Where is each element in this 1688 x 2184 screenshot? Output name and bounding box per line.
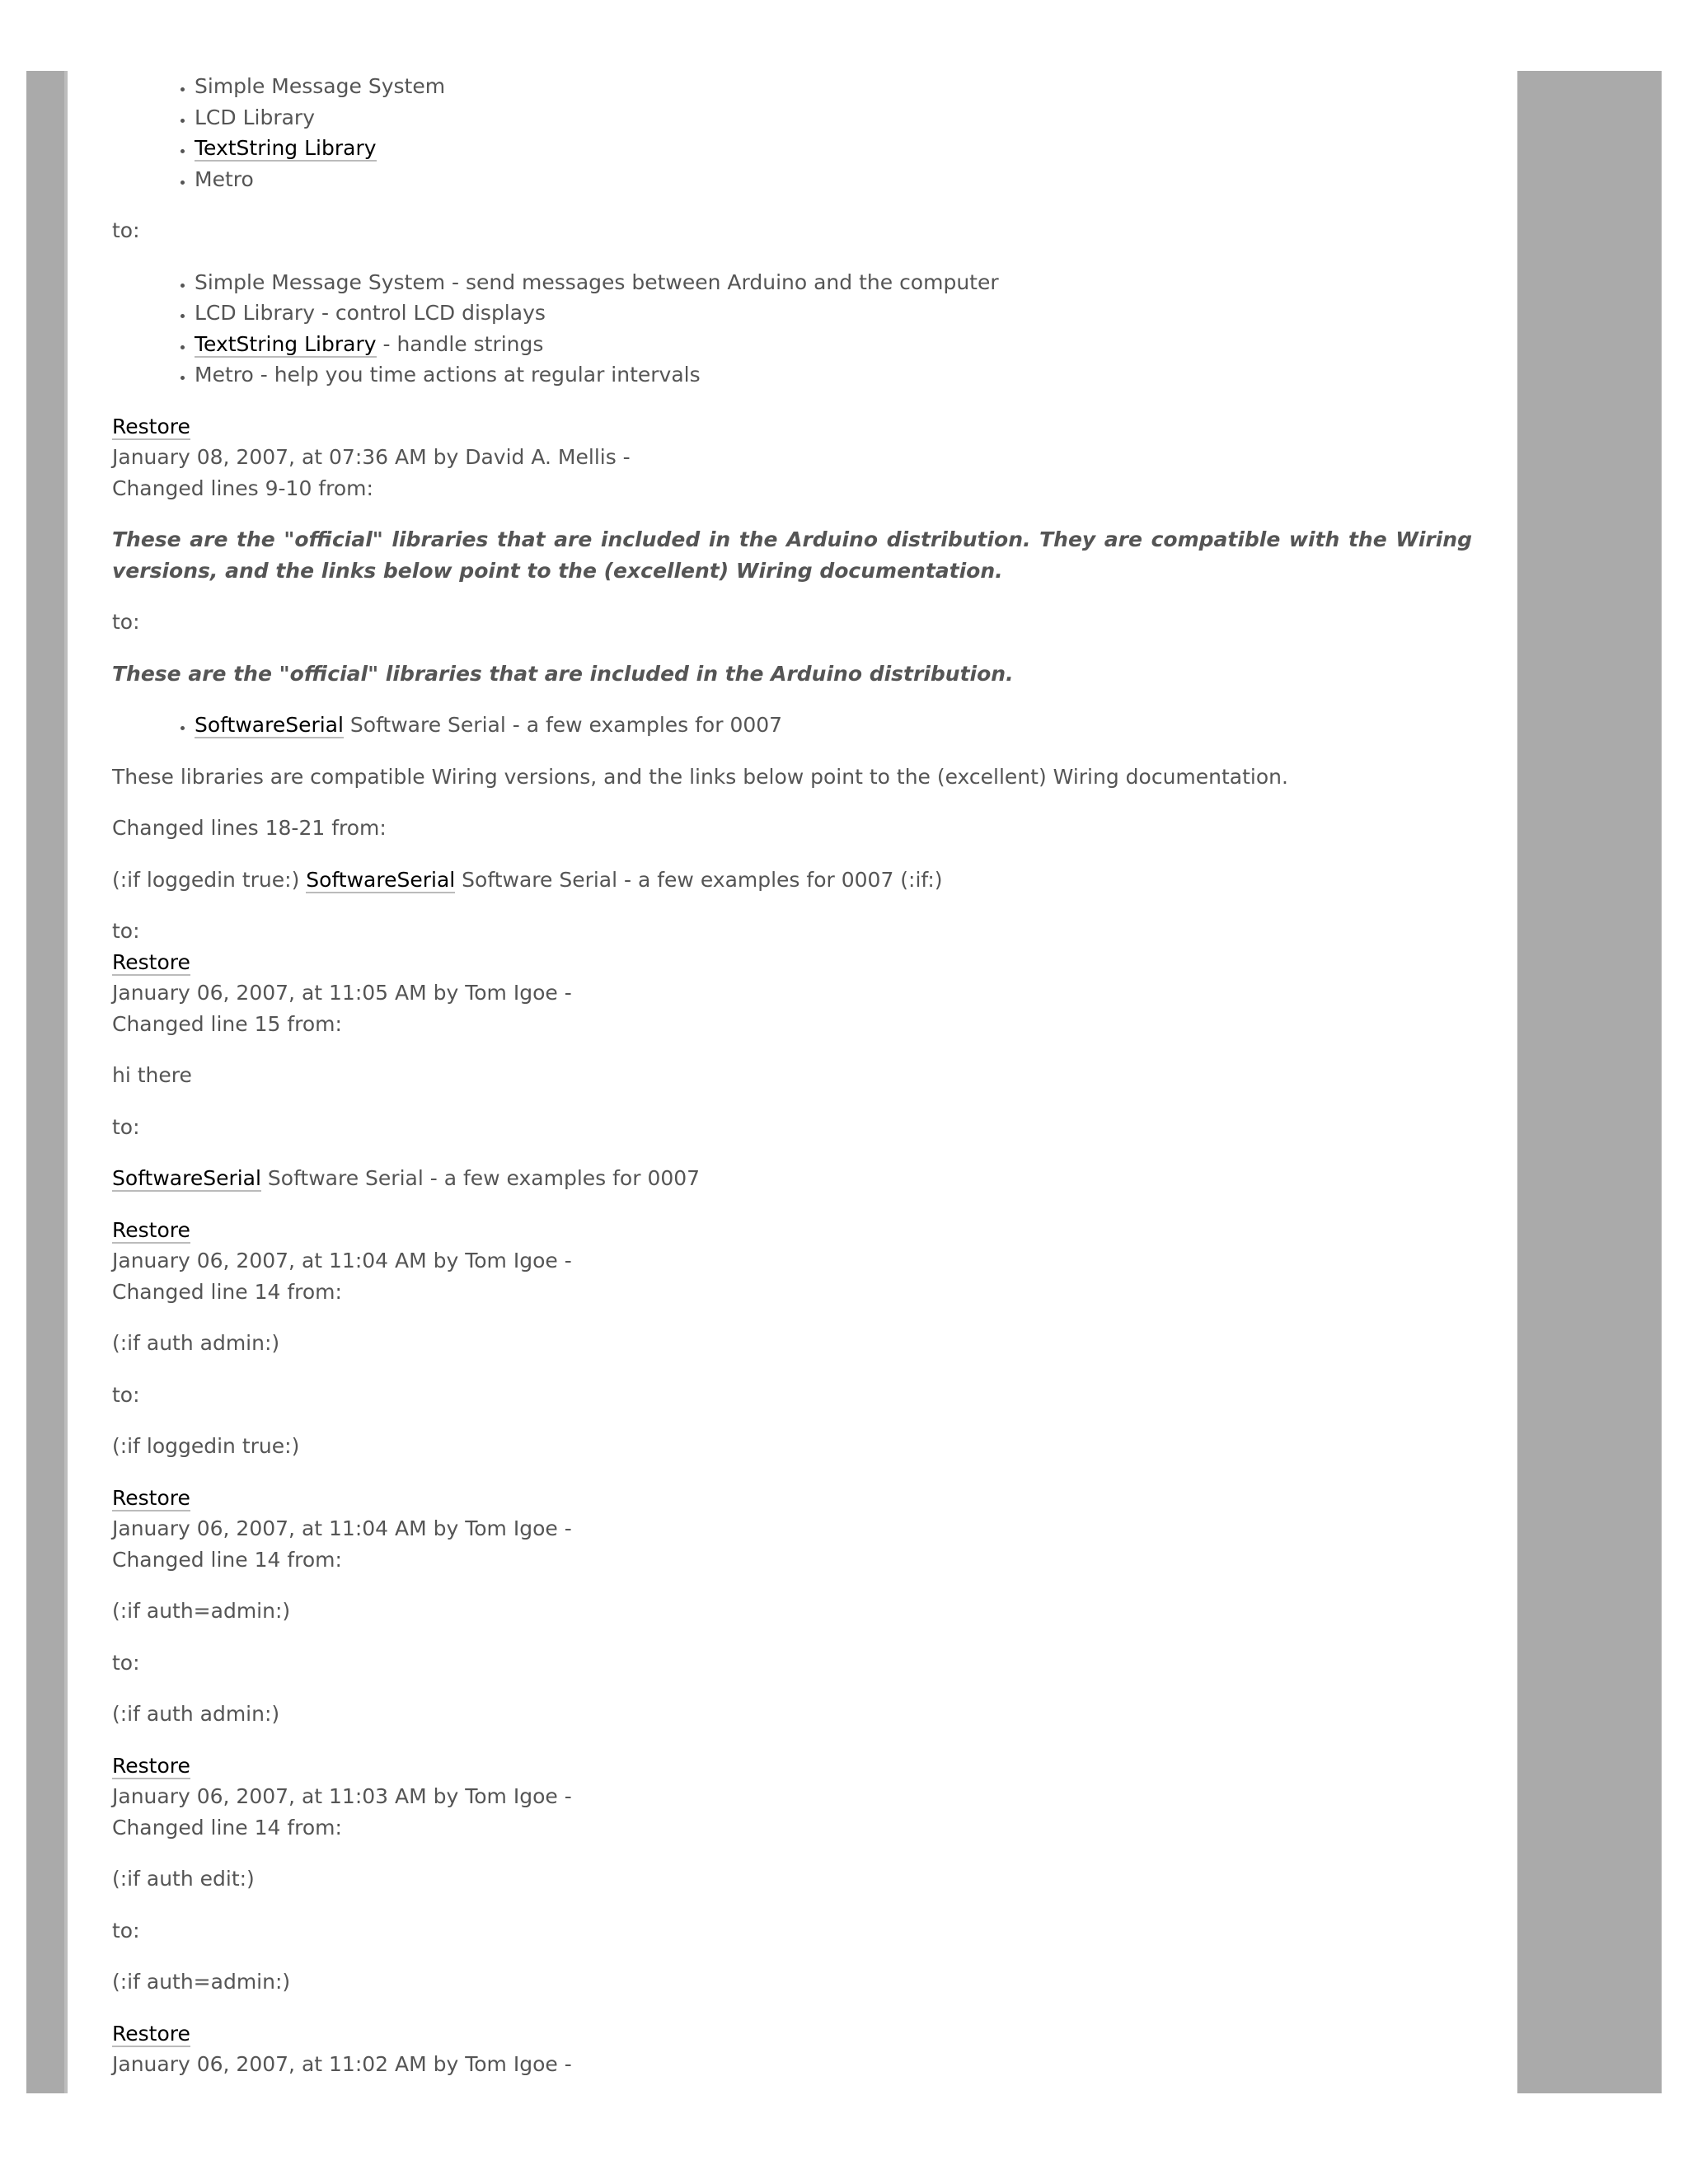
to-label: to: xyxy=(112,1114,140,1139)
list-item: • LCD Library xyxy=(195,102,1472,134)
diff-from-text: (:if auth admin:) xyxy=(112,1331,280,1355)
revision-meta: January 06, 2007, at 11:03 AM by Tom Igoe - xyxy=(112,1784,572,1808)
revision-restore xyxy=(112,1483,1472,1514)
right-margin-bar xyxy=(1517,71,1662,2093)
revision-changed-lines: Changed line 14 from: xyxy=(112,1547,342,1572)
restore-link[interactable]: Restore xyxy=(112,2021,190,2046)
page xyxy=(26,71,1662,2093)
diff-from-text: These are the "official" libraries that are included in the Arduino distribution. They are compatible with the Wiring versions, and the links below point to the (excellent) Wiring documentation. xyxy=(112,527,1472,583)
libraries-list-before xyxy=(112,71,1472,194)
list-item: • Metro xyxy=(195,164,1472,195)
revision-meta: January 08, 2007, at 07:36 AM by David A. Mellis - xyxy=(112,445,631,469)
restore-link[interactable]: Restore xyxy=(112,949,190,974)
diff-to-text: These libraries are compatible Wiring versions, and the links below point to the (excellent) Wiring documentation. xyxy=(112,764,1288,789)
revision-restore xyxy=(112,1215,1472,1246)
list-item: • SoftwareSerial Software Serial - a few examples for 0007 xyxy=(195,710,1472,741)
diff-from-text: (:if loggedin true:) SoftwareSerial Software Serial - a few examples for 0007 (:if:) xyxy=(112,867,943,892)
diff-to-text: (:if auth=admin:) xyxy=(112,1970,291,1994)
list-item xyxy=(195,133,1472,164)
revision-restore xyxy=(112,947,1472,978)
left-margin-bar xyxy=(26,71,68,2093)
to-label: to: xyxy=(112,1650,140,1675)
list-item: • Metro - help you time actions at regular intervals xyxy=(195,359,1472,391)
libraries-list-after xyxy=(112,267,1472,391)
list-item: • TextString Library - handle strings xyxy=(195,329,1472,360)
revision-restore xyxy=(112,2018,1472,2050)
diff-to-text: (:if loggedin true:) xyxy=(112,1434,300,1458)
diff-to-list xyxy=(112,710,1472,741)
diff-to-text: (:if auth admin:) xyxy=(112,1702,280,1726)
to-label: to: xyxy=(112,1382,140,1407)
restore-link[interactable]: Restore xyxy=(112,1753,190,1778)
diff-to-text: SoftwareSerial Software Serial - a few examples for 0007 xyxy=(112,1166,701,1190)
revision-meta: January 06, 2007, at 11:02 AM by Tom Igoe - xyxy=(112,2052,572,2076)
revision-meta: January 06, 2007, at 11:04 AM by Tom Igoe - xyxy=(112,1516,572,1540)
to-label: to: xyxy=(112,1918,140,1943)
softwareserial-link[interactable]: SoftwareSerial xyxy=(195,713,344,737)
restore-link[interactable]: Restore xyxy=(112,1217,190,1242)
diff-from-text: (:if auth=admin:) xyxy=(112,1599,291,1623)
revision-meta: January 06, 2007, at 11:05 AM by Tom Igoe - xyxy=(112,981,572,1005)
to-label: to: xyxy=(112,610,140,634)
revision-changed-lines: Changed line 14 from: xyxy=(112,1815,342,1840)
list-item: • LCD Library - control LCD displays xyxy=(195,298,1472,329)
softwareserial-link[interactable]: SoftwareSerial xyxy=(306,867,456,892)
revision-changed-lines: Changed lines 9-10 from: xyxy=(112,476,373,500)
textstring-library-link[interactable]: TextString Library xyxy=(195,136,377,160)
to-label: to: xyxy=(112,218,140,242)
textstring-library-link[interactable]: TextString Library xyxy=(195,331,377,356)
revision-meta: January 06, 2007, at 11:04 AM by Tom Igoe - xyxy=(112,1249,572,1272)
diff-to-text: These are the "official" libraries that are included in the Arduino distribution. xyxy=(112,661,1014,686)
revision-restore xyxy=(112,411,1472,443)
diff-from-text: hi there xyxy=(112,1063,192,1087)
restore-link[interactable]: Restore xyxy=(112,1485,190,1510)
list-item: • Simple Message System xyxy=(195,71,1472,102)
revision-history-content xyxy=(112,71,1472,2080)
list-item: • Simple Message System - send messages between Arduino and the computer xyxy=(195,267,1472,298)
restore-link[interactable]: Restore xyxy=(112,414,190,438)
revision-changed-lines: Changed lines 18-21 from: xyxy=(112,816,387,840)
revision-changed-lines: Changed line 14 from: xyxy=(112,1279,342,1304)
revision-restore xyxy=(112,1750,1472,1782)
to-label: to: xyxy=(112,919,140,943)
softwareserial-link[interactable]: SoftwareSerial xyxy=(112,1166,261,1190)
diff-from-text: (:if auth edit:) xyxy=(112,1867,255,1891)
revision-changed-lines: Changed line 15 from: xyxy=(112,1011,342,1036)
